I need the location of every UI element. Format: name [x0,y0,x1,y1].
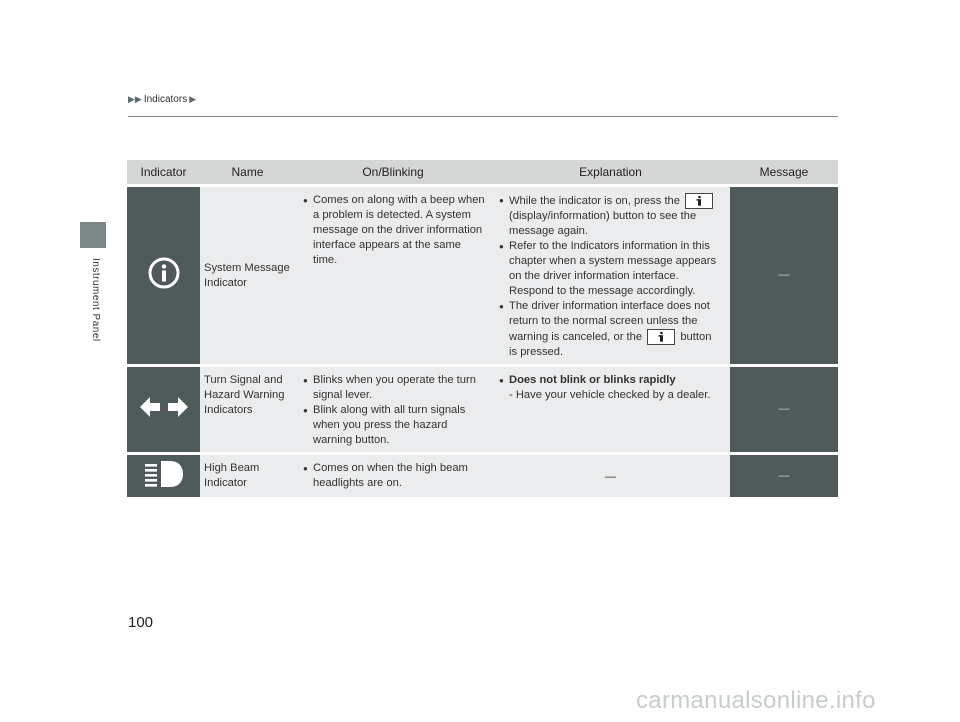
breadcrumb-arrow-icon: ▶▶ [128,94,142,104]
list-item: ● Blink along with all turn signals when you press the hazard warning button. [303,403,485,448]
message-cell: — [730,367,838,452]
list-item: ● Comes on when the high beam headlights are on. [303,461,485,491]
breadcrumb-title: Indicators [143,94,188,105]
explanation-cell: — [491,455,730,497]
list-item: ● While the indicator is on, press the (display/information) button to see the message again. [499,193,722,239]
list-item: ● Comes on along with a beep when a problem is detected. A system message on the driver information interface appears at the same time. [303,193,485,268]
table-row [127,367,838,452]
explanation-cell [491,187,730,364]
list-item: ● The driver information interface does not return to the normal screen unless the warning is canceled, or the button is pressed. [499,299,722,360]
message-cell: — [730,187,838,364]
header-on-blinking: On/Blinking [295,160,491,184]
system-message-icon [147,256,181,290]
header-name: Name [200,160,295,184]
table-header [127,160,838,184]
high-beam-icon [142,459,186,489]
section-tab [80,222,106,248]
name-cell: Turn Signal and Hazard Warning Indicators [200,367,295,452]
header-rule [128,116,838,117]
indicators-table [127,157,838,500]
display-info-button-icon [685,193,713,209]
header-explanation: Explanation [491,160,730,184]
message-cell: — [730,455,838,497]
list-item: ● Refer to the Indicators information in this chapter when a system message appears on the driver information interface. Respond to the message accordingly. [499,239,722,299]
name-cell: High Beam Indicator [200,455,295,497]
on-blinking-cell [295,455,491,497]
table-row [127,187,838,364]
header-indicator: Indicator [127,160,200,184]
list-item: ● Blinks when you operate the turn signal lever. [303,373,485,403]
section-label: Instrument Panel [90,258,101,342]
name-cell: System Message Indicator [200,187,295,364]
turn-signal-icon [138,394,190,420]
table-row [127,455,838,497]
list-item: ● Does not blink or blinks rapidly [499,373,722,388]
explanation-cell [491,367,730,452]
breadcrumb [128,94,196,105]
on-blinking-cell [295,367,491,452]
explanation-sub: - Have your vehicle checked by a dealer. [509,389,711,401]
header-message: Message [730,160,838,184]
indicator-cell [127,367,200,452]
page-number: 100 [128,614,154,631]
watermark: carmanualsonline.info [636,687,876,714]
indicator-cell [127,455,200,497]
breadcrumb-arrow-icon: ▶ [189,94,197,104]
display-info-button-icon [647,329,675,345]
indicator-cell [127,187,200,364]
on-blinking-cell [295,187,491,364]
